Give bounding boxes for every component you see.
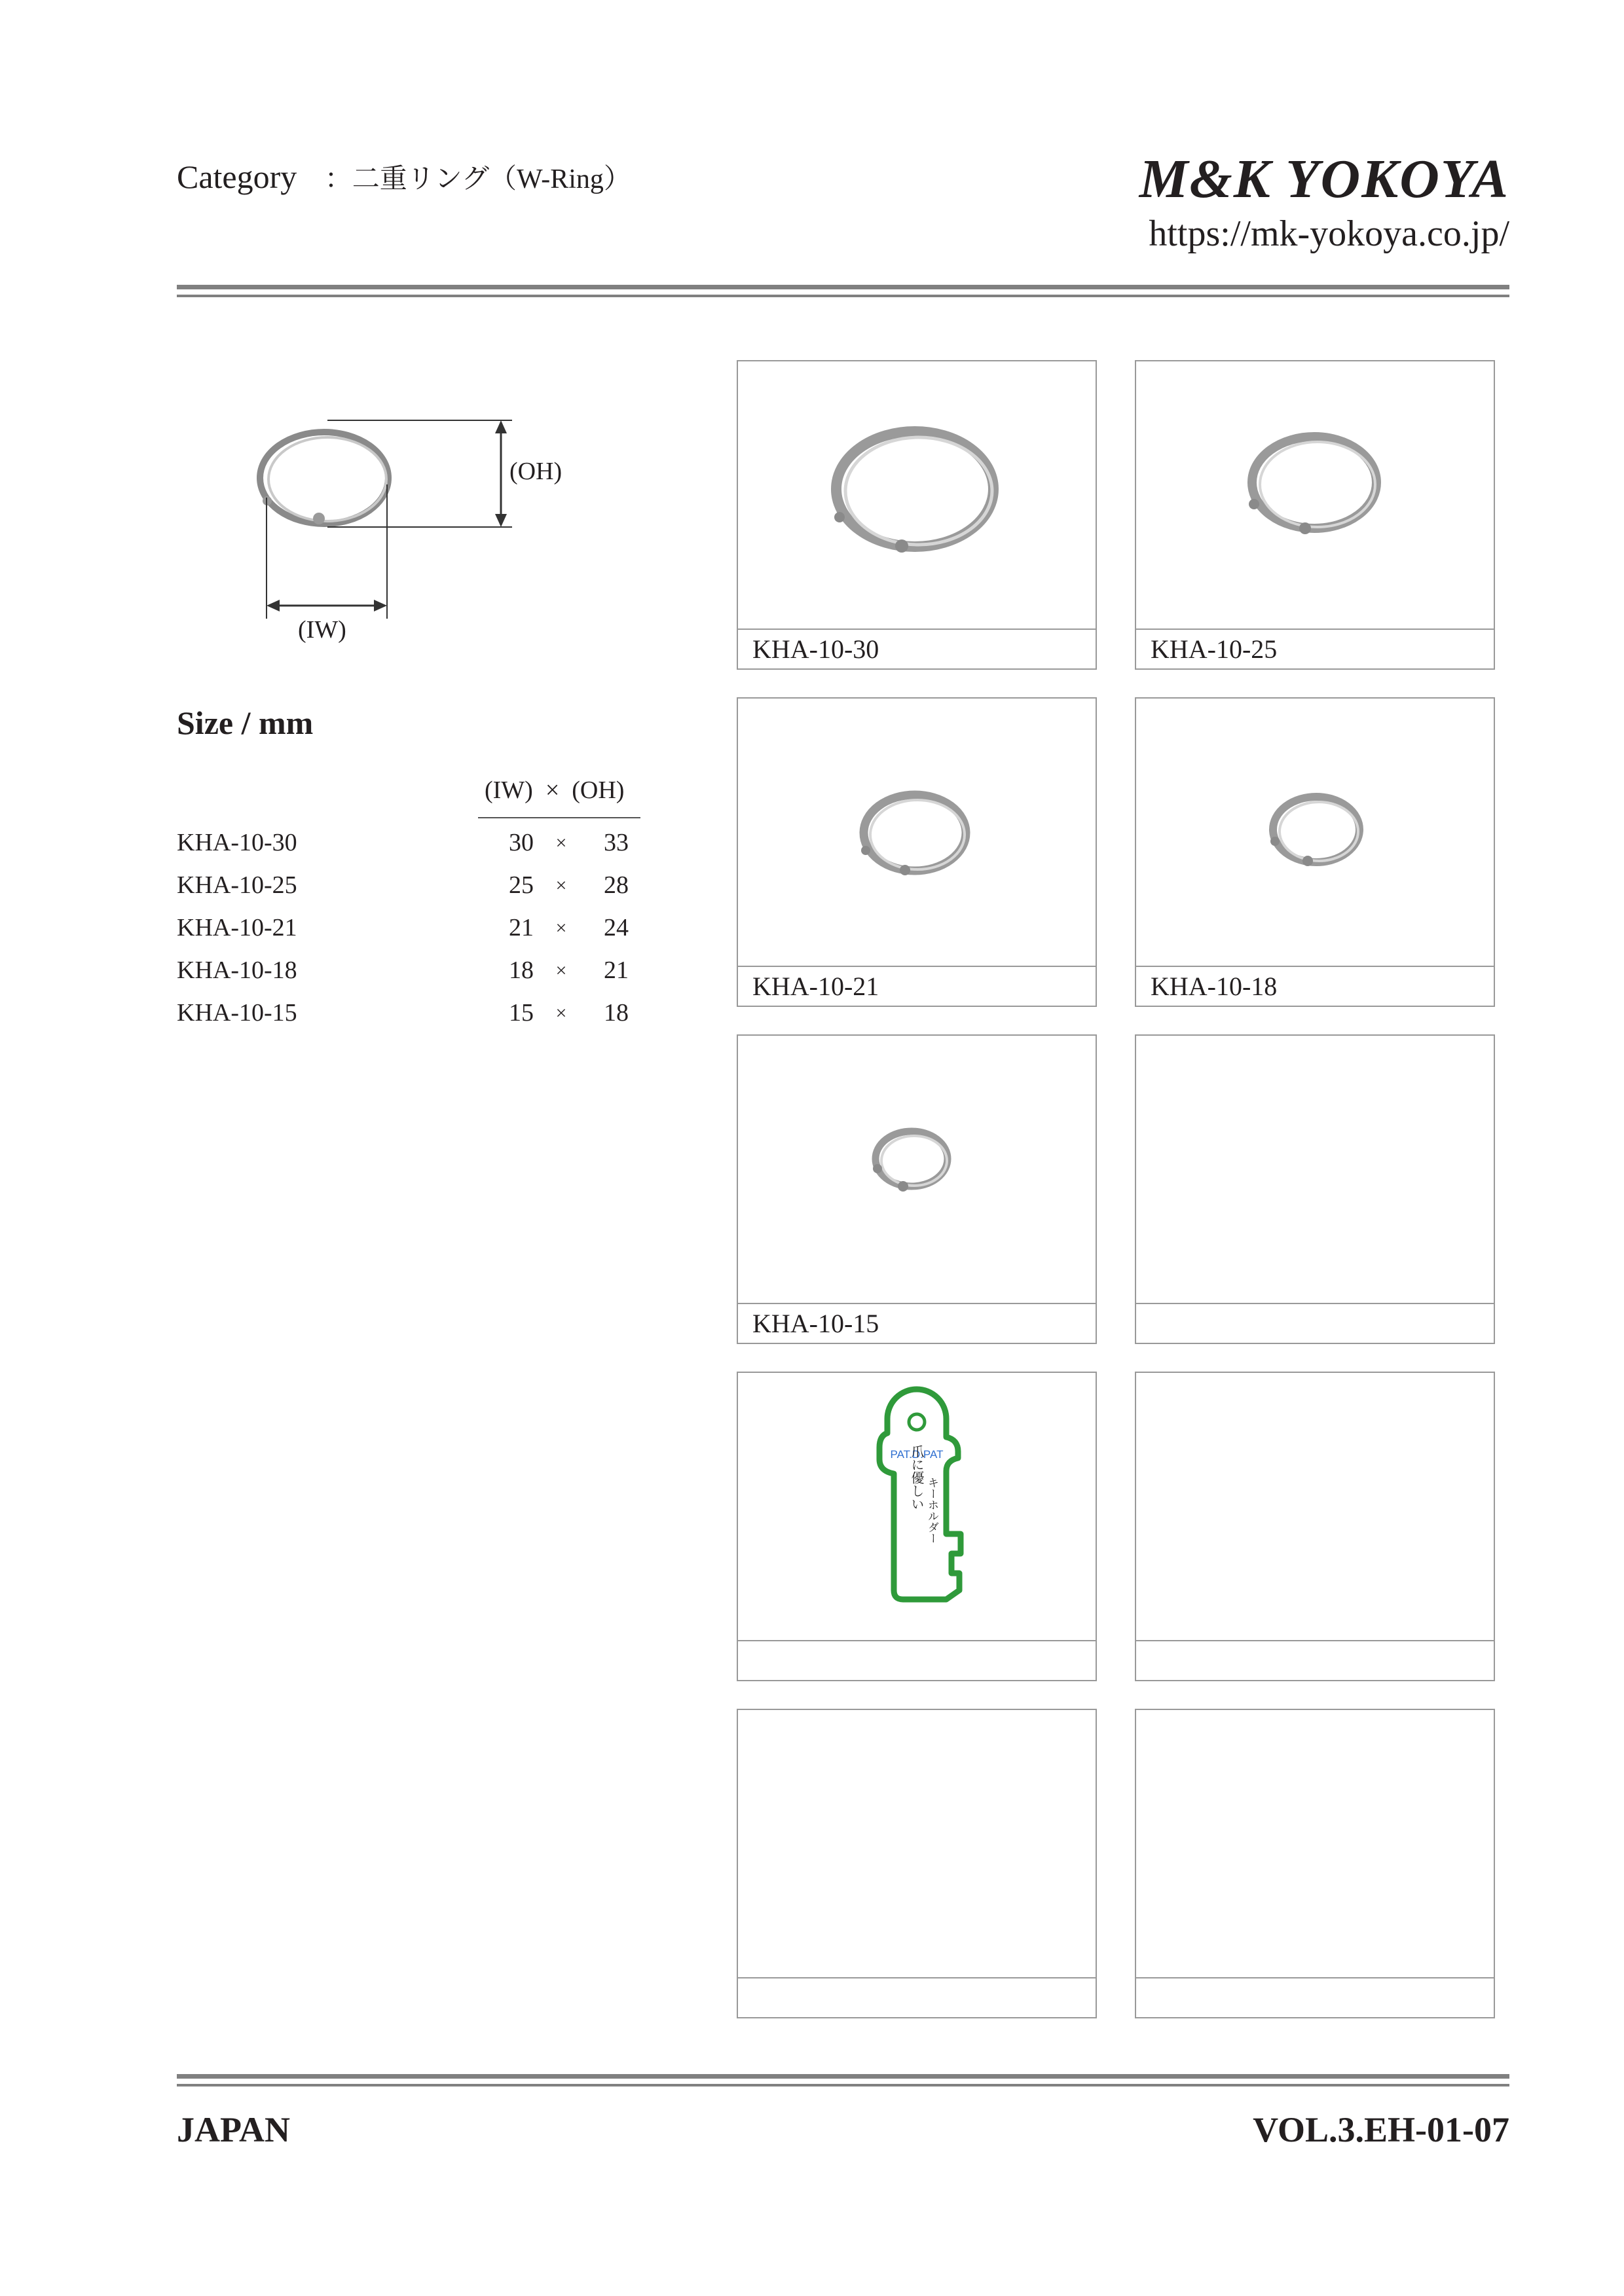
category-value: ：二重リング（W-Ring） [324,164,631,194]
size-oh: 28 [604,871,629,899]
product-code: KHA-10-18 [1136,966,1494,1006]
key-tag-line2: キーホルダー [925,1477,938,1544]
product-card-empty [1135,1034,1495,1344]
product-card[interactable] [1135,360,1495,670]
product-card[interactable] [737,360,1097,670]
key-tag-icon [738,1373,1096,1640]
size-oh: 21 [604,957,629,984]
key-tag-photo [738,1373,1096,1640]
size-iw: 15 [509,999,534,1027]
category-line [177,157,631,196]
ring-photo [738,699,1096,966]
size-times: × [555,832,567,854]
size-iw: 25 [509,871,534,899]
size-oh: 18 [604,999,629,1027]
size-times: × [555,1002,567,1024]
empty-photo [738,1710,1096,1977]
key-tag-line1: 爪に優しい [909,1445,925,1510]
product-card-empty [1135,1709,1495,2018]
product-card[interactable] [737,1372,1097,1681]
website-url[interactable]: https://mk-yokoya.co.jp/ [1149,213,1509,254]
brand-logo: M&K YOKOYA [1139,149,1509,210]
product-card[interactable] [737,697,1097,1007]
pat-text: PAT.D.PAT [890,1448,944,1461]
ring-photo [738,1036,1096,1303]
footer-divider [177,2074,1509,2086]
product-code [1136,1977,1494,2017]
size-row [177,956,635,995]
size-row [177,913,635,953]
empty-photo [1136,1036,1494,1303]
product-code [738,1977,1096,2017]
header-divider [177,285,1509,297]
product-card[interactable] [1135,697,1495,1007]
ring-photo [1136,361,1494,629]
product-card-empty [737,1709,1097,2018]
dimension-diagram [196,393,602,655]
size-row [177,998,635,1038]
product-card[interactable] [737,1034,1097,1344]
size-code: KHA-10-25 [177,871,297,899]
size-code: KHA-10-21 [177,914,297,941]
size-code: KHA-10-30 [177,829,297,856]
size-table-header: (IW) × (OH) [485,776,625,804]
product-code [738,1640,1096,1680]
size-header-rule [478,817,640,818]
size-iw: 30 [509,829,534,856]
product-card-empty [1135,1372,1495,1681]
empty-photo [1136,1373,1494,1640]
ring-photo [1136,699,1494,966]
size-iw: 21 [509,914,534,941]
product-code: KHA-10-15 [738,1303,1096,1343]
iw-label: (IW) [298,616,346,644]
size-times: × [555,917,567,939]
category-label: Category [177,158,297,195]
product-code: KHA-10-21 [738,966,1096,1006]
size-row [177,828,635,867]
product-code [1136,1640,1494,1680]
empty-photo [1136,1710,1494,1977]
size-times: × [555,960,567,981]
footer-country: JAPAN [177,2110,290,2149]
size-row [177,871,635,910]
size-oh: 24 [604,914,629,941]
size-code: KHA-10-15 [177,999,297,1027]
product-code: KHA-10-25 [1136,629,1494,668]
size-code: KHA-10-18 [177,957,297,984]
ring-dimension-drawing [196,393,602,655]
size-title: Size / mm [177,704,314,741]
size-oh: 33 [604,829,629,856]
product-code [1136,1303,1494,1343]
size-times: × [555,875,567,896]
footer-volume-code: VOL.3.EH-01-07 [1253,2110,1509,2149]
oh-label: (OH) [509,458,563,485]
size-iw: 18 [509,957,534,984]
ring-photo [738,361,1096,629]
product-code: KHA-10-30 [738,629,1096,668]
